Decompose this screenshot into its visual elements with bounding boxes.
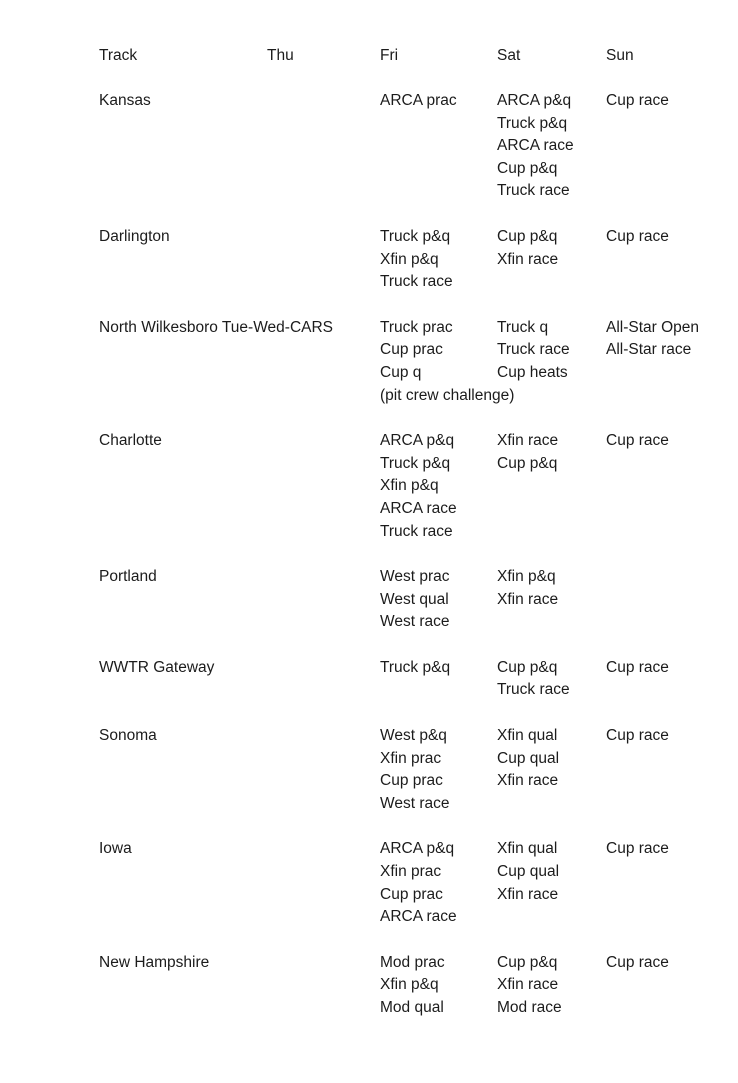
session-entry: Truck race: [380, 522, 453, 540]
session-entry: Xfin qual: [497, 840, 558, 858]
session-entry: Cup prac: [380, 772, 443, 790]
session-entry: ARCA race: [380, 908, 457, 926]
session-entry: ARCA p&q: [380, 432, 455, 450]
cell-thu: [267, 952, 380, 1020]
table-row: [99, 226, 738, 294]
session-entry: Truck p&q: [380, 658, 451, 676]
session-list-sat: [497, 725, 606, 793]
session-list-fri: [380, 952, 497, 1020]
cell-track: [99, 226, 267, 294]
session-entry: ARCA p&q: [380, 840, 455, 858]
cell-thu: [267, 838, 380, 928]
cell-sat: [497, 90, 606, 203]
table-row: [99, 725, 738, 815]
cell-sat: [497, 952, 606, 1020]
cell-fri: [380, 657, 497, 702]
cell-fri: [380, 838, 497, 928]
session-entry: Cup race: [606, 727, 669, 745]
cell-track: [99, 657, 267, 702]
row-spacer: [99, 702, 738, 725]
session-entry: Cup p&q: [497, 454, 558, 472]
table-row: [99, 657, 738, 702]
cell-sat: [497, 226, 606, 294]
session-list-sat: [497, 317, 606, 385]
cell-thu: [267, 226, 380, 294]
cell-fri: [380, 725, 497, 815]
table-row: [99, 317, 738, 407]
cell-thu: [267, 657, 380, 702]
track-name: Portland: [99, 568, 157, 586]
session-list-sat: [497, 838, 606, 906]
column-header-sat: Sat: [497, 47, 521, 64]
session-list-fri: [380, 317, 515, 407]
session-entry: Xfin race: [497, 250, 559, 268]
session-entry: Cup race: [606, 432, 669, 450]
cell-track: [99, 430, 267, 543]
session-list-fri: [380, 725, 497, 815]
cell-fri: [380, 226, 497, 294]
column-header-track: Track: [99, 47, 138, 64]
row-spacer-cell: [99, 543, 738, 566]
track-name: WWTR Gateway: [99, 658, 215, 676]
session-entry: Cup race: [606, 840, 669, 858]
session-entry: Cup p&q: [497, 227, 558, 245]
cell-sat: [497, 725, 606, 815]
cell-sun: [606, 657, 738, 702]
cell-track: [99, 566, 267, 634]
column-header-thu: Thu: [267, 47, 294, 64]
session-list-sat: [497, 566, 606, 611]
session-list-sat: [497, 226, 606, 271]
session-entry: ARCA prac: [380, 92, 457, 109]
session-entry: ARCA race: [380, 499, 457, 517]
track-name: Sonoma: [99, 727, 157, 745]
session-list-fri: [380, 430, 497, 543]
session-entry: Xfin race: [497, 885, 559, 903]
cell-sun: [606, 838, 738, 928]
session-entry: Truck prac: [380, 318, 453, 336]
session-entry: Truck race: [380, 273, 453, 291]
cell-sun: [606, 90, 738, 203]
session-list-sun: [606, 725, 738, 748]
session-entry: Cup qual: [497, 749, 560, 767]
session-entry: Truck race: [497, 182, 570, 200]
row-spacer-cell: [99, 294, 738, 317]
table-row: [99, 430, 738, 543]
cell-sun: [606, 226, 738, 294]
cell-fri: [380, 317, 515, 407]
session-entry: Cup heats: [497, 363, 568, 381]
session-entry: Truck p&q: [380, 227, 451, 245]
track-name: Charlotte: [99, 432, 162, 450]
cell-sun: [606, 952, 738, 1020]
track-name: Iowa: [99, 840, 132, 858]
cell-sun: [606, 725, 738, 815]
session-list-sun: [606, 90, 738, 113]
session-list-sat: [497, 952, 606, 1020]
cell-track: [99, 317, 334, 407]
session-entry: Mod prac: [380, 953, 445, 971]
session-entry: ARCA p&q: [497, 92, 572, 109]
race-schedule-table: [99, 45, 738, 1020]
cell-sat: [497, 566, 606, 634]
session-entry: Xfin p&q: [380, 250, 439, 268]
cell-track: [99, 838, 267, 928]
session-entry: Cup race: [606, 658, 669, 676]
session-entry: Cup race: [606, 92, 669, 109]
session-entry: Xfin race: [497, 772, 559, 790]
session-entry: Cup p&q: [497, 658, 558, 676]
row-spacer: [99, 929, 738, 952]
session-list-sun: [606, 226, 738, 249]
session-entry: Mod race: [497, 999, 562, 1016]
session-entry: Xfin prac: [380, 749, 442, 767]
cell-thu: [267, 430, 380, 543]
cell-fri: [380, 566, 497, 634]
cell-thu: [267, 725, 380, 815]
row-spacer-cell: [99, 929, 738, 952]
session-entry: Truck p&q: [497, 114, 568, 132]
cell-fri: [380, 430, 497, 543]
session-list-sat: [497, 657, 606, 702]
session-entry: Truck p&q: [380, 454, 451, 472]
table-header: [99, 45, 738, 90]
session-entry: West race: [380, 794, 450, 812]
session-list-sun: [606, 317, 738, 362]
session-list-fri: [380, 566, 497, 634]
cell-sat: [497, 657, 606, 702]
track-name: Kansas: [99, 92, 151, 109]
session-entry: Cup q: [380, 363, 422, 381]
cell-track: [99, 952, 267, 1020]
session-entry: Cup p&q: [497, 159, 558, 177]
session-entry: ARCA race: [497, 137, 574, 155]
session-entry: Cup p&q: [497, 953, 558, 971]
session-list-sun: [606, 430, 738, 453]
cell-thu: [267, 566, 380, 634]
session-list-fri: [380, 90, 497, 113]
row-spacer: [99, 815, 738, 838]
session-list-sun: [606, 952, 738, 975]
track-name: Darlington: [99, 227, 170, 245]
row-spacer: [99, 294, 738, 317]
session-entry: Mod qual: [380, 999, 444, 1016]
cell-track: [99, 90, 267, 203]
column-header-fri: Fri: [380, 47, 399, 64]
cell-thu: [267, 90, 380, 203]
session-entry: Xfin p&q: [380, 477, 439, 495]
row-spacer: [99, 407, 738, 430]
session-list-sun: [606, 838, 738, 861]
session-entry: Xfin race: [497, 590, 559, 608]
session-entry: All-Star race: [606, 341, 692, 359]
session-entry: Truck race: [497, 681, 570, 699]
table-row: [99, 90, 738, 203]
session-list-sat: [497, 430, 606, 475]
session-entry: Cup qual: [497, 863, 560, 881]
cell-fri: [380, 90, 497, 203]
session-list-sat: [497, 90, 606, 203]
cell-sun: [606, 566, 738, 634]
session-entry: Xfin qual: [497, 727, 558, 745]
table-row: [99, 838, 738, 928]
cell-sun: [606, 430, 738, 543]
session-entry: Cup prac: [380, 341, 443, 359]
cell-fri: [380, 952, 497, 1020]
session-entry: Xfin p&q: [380, 976, 439, 994]
row-spacer-cell: [99, 634, 738, 657]
session-entry: West p&q: [380, 727, 447, 745]
cell-track: [99, 725, 267, 815]
row-spacer-cell: [99, 407, 738, 430]
session-entry: Truck q: [497, 318, 549, 336]
session-list-sun: [606, 657, 738, 680]
session-entry: Xfin race: [497, 432, 559, 450]
track-name: New Hampshire: [99, 953, 210, 971]
cell-sat: [497, 430, 606, 543]
row-spacer-cell: [99, 815, 738, 838]
row-spacer: [99, 634, 738, 657]
cell-sat: [497, 838, 606, 928]
session-list-fri: [380, 226, 497, 294]
session-entry: Xfin p&q: [497, 568, 556, 586]
session-entry: West qual: [380, 590, 449, 608]
session-entry: All-Star Open: [606, 318, 700, 336]
session-entry: West race: [380, 613, 450, 631]
session-entry: Xfin prac: [380, 863, 442, 881]
table-row: [99, 952, 738, 1020]
session-entry: Cup prac: [380, 885, 443, 903]
session-entry: Cup race: [606, 953, 669, 971]
session-entry: West prac: [380, 568, 450, 586]
row-spacer-cell: [99, 702, 738, 725]
session-entry: (pit crew challenge): [380, 386, 515, 404]
row-spacer: [99, 203, 738, 226]
session-entry: Xfin race: [497, 976, 559, 994]
cell-sun: [606, 317, 738, 407]
header-row: [99, 45, 738, 90]
column-header-sun: Sun: [606, 47, 634, 64]
session-entry: Truck race: [497, 341, 570, 359]
row-spacer-cell: [99, 203, 738, 226]
table-body: [99, 90, 738, 1020]
session-list-fri: [380, 838, 497, 928]
session-list-fri: [380, 657, 497, 680]
table-row: [99, 566, 738, 634]
session-entry: Cup race: [606, 227, 669, 245]
row-spacer: [99, 543, 738, 566]
track-name: North Wilkesboro Tue-Wed-CARS: [99, 318, 334, 336]
